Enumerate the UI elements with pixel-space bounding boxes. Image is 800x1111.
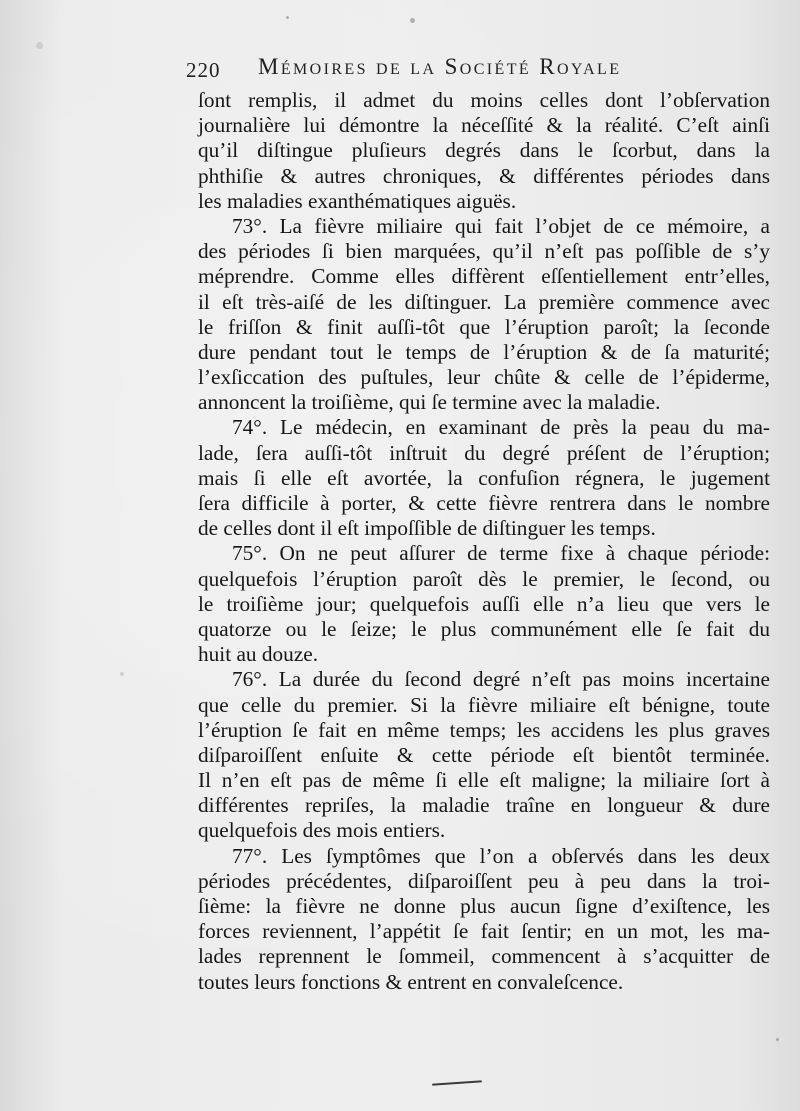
text-line: ſont remplis, il admet du moins celles dont l’obſervation — [198, 88, 770, 112]
text-line: huit au douze. — [198, 642, 319, 667]
ink-speck — [120, 672, 124, 676]
text-line: lade, ſera auſſi-tôt inſtruit du degré préſent de l’éruption; — [198, 440, 770, 465]
text-line: périodes précédentes, diſparoiſſent peu à peu dans la troi- — [198, 868, 770, 893]
text-line: qu’il diſtingue pluſieurs degrés dans le ſcorbut, dans la — [198, 138, 770, 163]
text-line: 75°. On ne peut aſſurer de terme fixe à chaque période: — [232, 541, 770, 566]
text-line: des périodes ſi bien marquées, qu’il n’eſt pas poſſible de s’y — [198, 239, 770, 264]
running-header — [186, 54, 726, 88]
text-line: que celle du premier. Si la fièvre miliaire eſt bénigne, toute — [198, 692, 770, 717]
text-line: 76°. La durée du ſecond degré n’eſt pas moins incertaine — [232, 667, 770, 692]
text-line: journalière lui démontre la néceſſité & la réalité. C’eſt ainſi — [198, 113, 770, 138]
text-line: 74°. Le médecin, en examinant de près la peau du ma- — [232, 415, 770, 440]
text-line: méprendre. Comme elles diffèrent eſſentiellement entr’elles, — [198, 264, 770, 289]
text-line: ſième: la fièvre ne donne plus aucun ſigne d’exiſtence, les — [198, 894, 770, 918]
text-line: 73°. La fièvre miliaire qui fait l’objet de ce mémoire, a — [232, 213, 770, 238]
running-title: Mémoires de la Société Royale — [258, 54, 622, 79]
text-line: lades reprennent le ſommeil, commencent à s’acquitter de — [198, 944, 770, 969]
ink-speck — [286, 16, 289, 19]
ink-speck — [36, 42, 43, 49]
text-line: de celles dont il eſt impoſſible de diſtinguer les temps. — [198, 516, 656, 541]
text-line: les maladies exanthématiques aiguës. — [198, 188, 517, 213]
text-line: l’exſiccation des puſtules, leur chûte & celle de l’épiderme, — [198, 365, 770, 390]
text-line: forces reviennent, l’appétit ſe fait ſentir; en un mot, les ma- — [198, 919, 770, 944]
text-line: le troiſième jour; quelquefois auſſi elle n’a lieu que vers le — [198, 591, 770, 616]
text-line: quelquefois l’éruption paroît dès le premier, le ſecond, ou — [198, 566, 770, 591]
text-line: ſera difficile à porter, & cette fièvre rentrera dans le nombre — [198, 491, 770, 515]
text-line: diſparoiſſent enſuite & cette période eſt bientôt terminée. — [198, 742, 770, 767]
text-line: annoncent la troiſième, qui ſe termine avec la maladie. — [198, 390, 661, 415]
text-line: quatorze ou le ſeize; le plus communément elle ſe fait du — [198, 616, 770, 641]
text-line: le friſſon & finit auſſi-tôt que l’éruption paroît; la ſeconde — [198, 314, 770, 339]
text-line: mais ſi elle eſt avortée, la confuſion régnera, le jugement — [198, 465, 770, 490]
ink-speck — [776, 1038, 779, 1041]
body-text — [198, 88, 770, 995]
text-line: 77°. Les ſymptômes que l’on a obſervés dans les deux — [232, 843, 770, 868]
page-number: 220 — [186, 58, 221, 82]
text-line: il eſt très-aiſé de les diſtinguer. La première commence avec — [198, 289, 770, 314]
ornamental-rule — [432, 1080, 482, 1085]
text-line: toutes leurs fonctions & entrent en convaleſcence. — [198, 969, 624, 994]
text-line: Il n’en eſt pas de même ſi elle eſt maligne; la miliaire ſort à — [198, 768, 770, 793]
ink-speck — [410, 18, 415, 23]
text-line: différentes repriſes, la maladie traîne en longueur & dure — [198, 793, 770, 818]
text-line: dure pendant tout le temps de l’éruption & de ſa maturité; — [198, 339, 770, 364]
text-line: l’éruption ſe fait en même temps; les accidens les plus graves — [198, 717, 770, 742]
text-line: quelquefois des mois entiers. — [198, 818, 446, 843]
text-line: phthiſie & autres chroniques, & différentes périodes dans — [198, 163, 770, 188]
